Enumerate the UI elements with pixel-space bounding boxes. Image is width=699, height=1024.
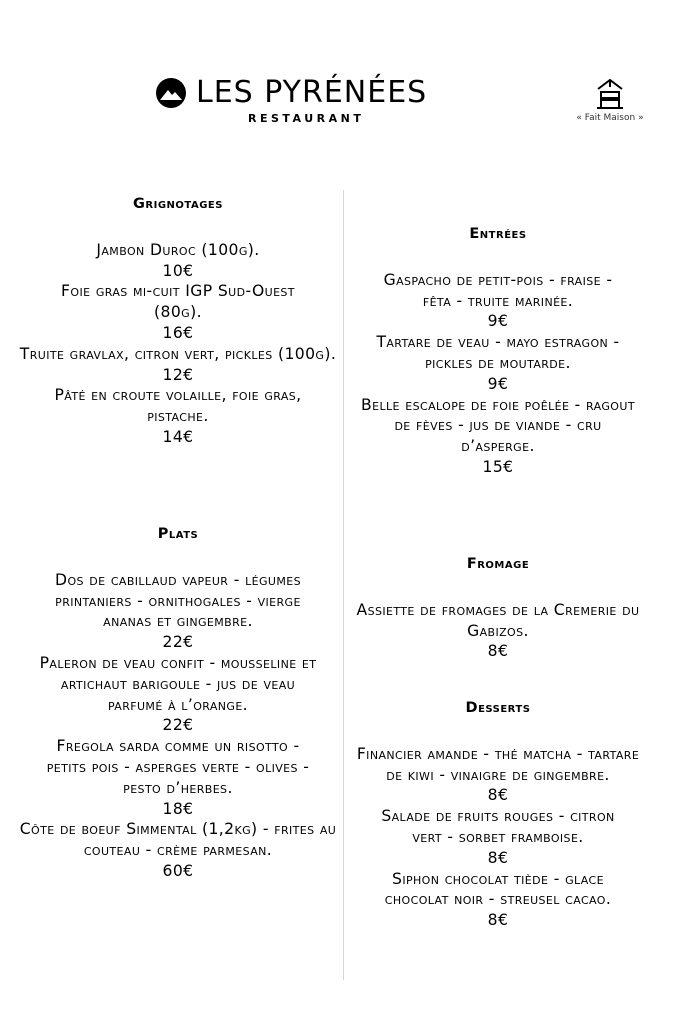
section-fromage: [348, 554, 648, 662]
menu-item: [348, 395, 648, 478]
menu-item: [14, 344, 342, 386]
item-price: 60€: [162, 861, 194, 880]
item-price: 8€: [487, 786, 509, 805]
section-desserts: [348, 698, 648, 931]
fait-maison-badge: [565, 78, 655, 123]
restaurant-logo: [156, 76, 446, 125]
item-price: 8€: [487, 642, 509, 661]
menu-item: [14, 653, 342, 736]
menu-item: [348, 869, 648, 931]
menu-item: [14, 819, 342, 881]
item-description: Paleron de veau confit - mousseline et artichaut barigoule - jus de veau parfumé à l’orange.: [39, 653, 317, 714]
section-title: Desserts: [465, 700, 531, 716]
section-title: Entrées: [469, 226, 527, 242]
item-description: Truite gravlax, citron vert, pickles (100g).: [19, 344, 337, 363]
item-price: 18€: [162, 799, 194, 818]
item-price: 8€: [487, 911, 509, 930]
mountain-logo-icon: [156, 78, 186, 108]
menu-item: [348, 806, 648, 868]
item-price: 9€: [487, 312, 509, 331]
item-description: Siphon chocolat tiède - glace chocolat noir - streusel cacao.: [384, 869, 612, 909]
item-description: Jambon Duroc (100g).: [96, 240, 260, 259]
item-description: Tartare de veau - mayo estragon - pickles de moutarde.: [376, 333, 620, 372]
item-price: 14€: [162, 427, 194, 446]
section-title: Plats: [157, 526, 199, 542]
section-title: Fromage: [466, 556, 530, 572]
menu-item: [14, 281, 342, 343]
menu-item: [348, 744, 648, 806]
item-description: Financier amande - thé matcha - tartare de kiwi - vinaigre de gingembre.: [356, 744, 640, 784]
item-description: Côte de boeuf Simmental (1,2kg) - frites au couteau - crème parmesan.: [19, 820, 337, 860]
section-title: Grignotages: [133, 196, 223, 212]
section-plats: [14, 524, 342, 882]
column-divider: [343, 190, 344, 980]
menu-item: [348, 332, 648, 394]
item-description: Gaspacho de petit-pois - fraise - fêta - truite marinée.: [383, 270, 613, 310]
item-price: 22€: [162, 633, 194, 652]
menu-header: [0, 0, 699, 150]
item-price: 9€: [487, 374, 509, 393]
menu-item: [348, 270, 648, 332]
item-description: Assiette de fromages de la Cremerie du Gabizos.: [356, 600, 640, 640]
restaurant-name: LES PYRÉNÉES: [196, 75, 428, 110]
section-entrees: [348, 224, 648, 478]
menu-item: [14, 385, 342, 447]
item-description: Salade de fruits rouges - citron vert - sorbet framboise.: [381, 807, 615, 846]
item-price: 8€: [487, 848, 509, 867]
item-description: Dos de cabillaud vapeur - légumes printaniers - ornithogales - vierge ananas et gingembre.: [55, 570, 301, 631]
item-description: Fregola sarda comme un risotto - petits pois - asperges verte - olives - pesto d’herbes.: [46, 737, 310, 797]
item-price: 12€: [162, 365, 194, 384]
item-price: 10€: [162, 261, 194, 280]
item-description: Belle escalope de foie poêlée - ragout de fèves - jus de viande - cru d’asperge.: [361, 395, 635, 456]
menu-item: [348, 600, 648, 662]
item-description: Foie gras mi-cuit IGP Sud-Ouest (80g).: [61, 282, 295, 322]
menu-item: [14, 736, 342, 819]
menu-item: [14, 240, 342, 282]
item-description: Pâté en croute volaille, foie gras, pistache.: [54, 386, 302, 426]
restaurant-subtitle: RESTAURANT: [248, 112, 365, 125]
item-price: 16€: [162, 323, 194, 342]
house-icon: [595, 78, 625, 110]
section-grignotages: [14, 194, 342, 448]
fait-maison-label: « Fait Maison »: [576, 113, 644, 123]
item-price: 15€: [482, 457, 514, 476]
item-price: 22€: [162, 716, 194, 735]
menu-item: [14, 570, 342, 653]
